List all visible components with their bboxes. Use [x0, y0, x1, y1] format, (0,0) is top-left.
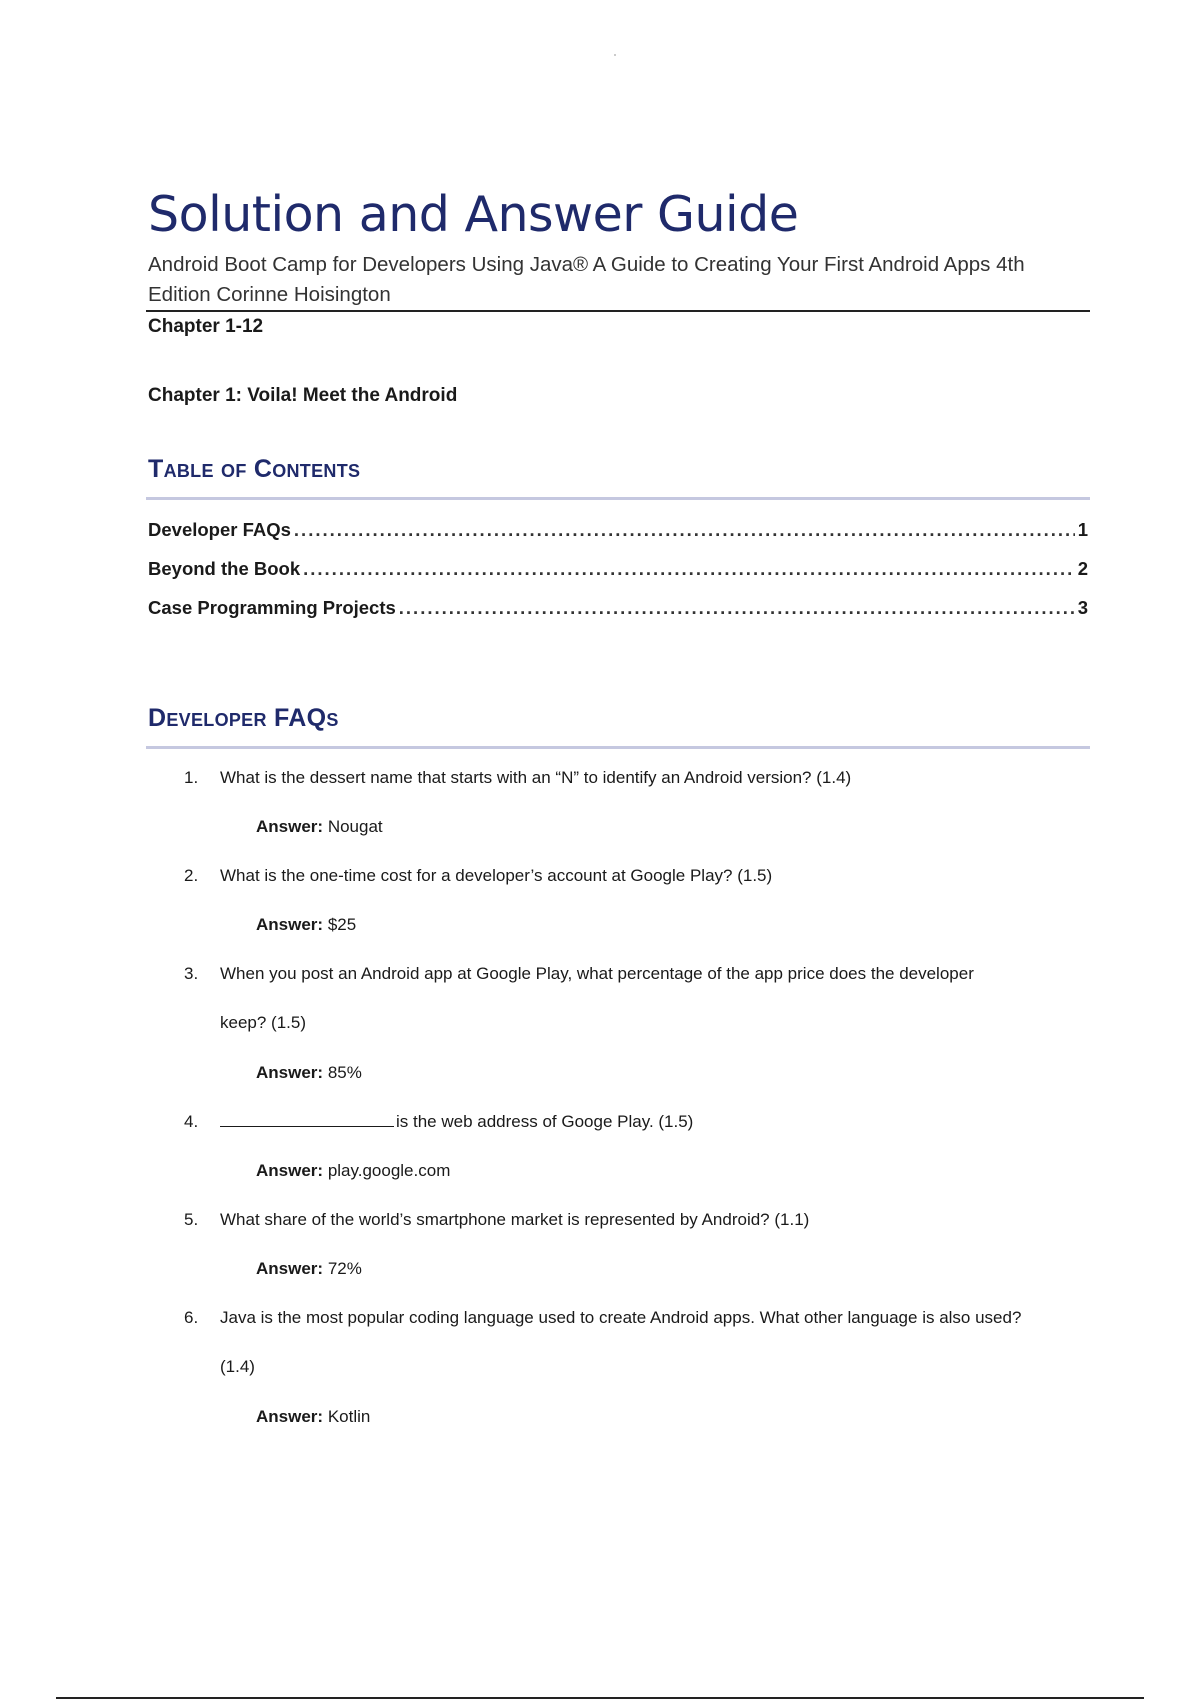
answer-value: 85% — [327, 1063, 362, 1082]
question-text: When you post an Android app at Google Play, what percentage of the app price does the developer — [220, 964, 974, 983]
title-divider — [146, 310, 1090, 312]
page-bottom-rule — [56, 1697, 1144, 1699]
document-title: Solution and Answer Guide — [148, 186, 799, 243]
document-subtitle: Android Boot Camp for Developers Using Java® A Guide to Creating Your First Android Apps 4th Edition Corinne Hoisington — [148, 253, 1025, 306]
answer-label: Answer: — [256, 1407, 324, 1426]
toc-leader-dots — [294, 519, 1075, 541]
question-text: What share of the world’s smartphone market is represented by Android? (1.1) — [220, 1210, 810, 1229]
answer-value: Kotlin — [327, 1407, 371, 1426]
toc-entry[interactable] — [148, 558, 1088, 580]
toc-leader-dots — [303, 558, 1075, 580]
question-number: 6. — [184, 1308, 199, 1327]
question-text: What is the dessert name that starts with an “N” to identify an Android version? (1.4) — [220, 768, 852, 787]
fill-in-blank — [220, 1112, 394, 1127]
question-number: 5. — [184, 1210, 199, 1229]
answer-label: Answer: — [256, 817, 324, 836]
faqs-heading: Developer FAQs — [148, 704, 339, 732]
answer-label: Answer: — [256, 1161, 324, 1180]
answer-line — [256, 1161, 450, 1181]
answer-value: $25 — [327, 915, 357, 934]
question-text-continued: (1.4) — [220, 1357, 255, 1376]
question-number: 3. — [184, 964, 199, 983]
question-text-tail: is the web address of Googe Play. (1.5) — [396, 1112, 694, 1131]
toc-entry-label: Developer FAQs — [148, 519, 291, 540]
stray-mark — [614, 54, 616, 56]
toc-entry[interactable] — [148, 519, 1088, 541]
toc-entry-page: 1 — [1077, 519, 1088, 540]
chapter-range: Chapter 1-12 — [148, 316, 264, 337]
answer-line — [256, 915, 356, 935]
toc-entry[interactable] — [148, 597, 1088, 619]
answer-value: 72% — [327, 1259, 362, 1278]
question-number: 2. — [184, 866, 199, 885]
question-text: Java is the most popular coding language used to create Android apps. What other language is also used? — [220, 1308, 1022, 1327]
toc-heading: Table of Contents — [148, 455, 361, 483]
toc-entry-label: Beyond the Book — [148, 558, 301, 579]
question-text — [220, 1112, 693, 1132]
answer-line — [256, 1063, 362, 1083]
answer-label: Answer: — [256, 915, 324, 934]
toc-leader-dots — [399, 597, 1075, 619]
answer-value: Nougat — [327, 817, 383, 836]
question-text-continued: keep? (1.5) — [220, 1013, 306, 1032]
question-text: What is the one-time cost for a developer’s account at Google Play? (1.5) — [220, 866, 773, 885]
answer-value: play.google.com — [327, 1161, 451, 1180]
answer-label: Answer: — [256, 1063, 324, 1082]
answer-line — [256, 1407, 370, 1427]
toc-entry-page: 3 — [1077, 597, 1088, 618]
question-number: 4. — [184, 1112, 199, 1131]
toc-entry-page: 2 — [1077, 558, 1088, 579]
toc-divider — [146, 497, 1090, 500]
answer-line — [256, 1259, 362, 1279]
chapter-title: Chapter 1: Voila! Meet the Android — [148, 385, 458, 406]
answer-line — [256, 817, 383, 837]
question-number: 1. — [184, 768, 199, 787]
answer-label: Answer: — [256, 1259, 324, 1278]
faqs-divider — [146, 746, 1090, 749]
toc-entry-label: Case Programming Projects — [148, 597, 396, 618]
